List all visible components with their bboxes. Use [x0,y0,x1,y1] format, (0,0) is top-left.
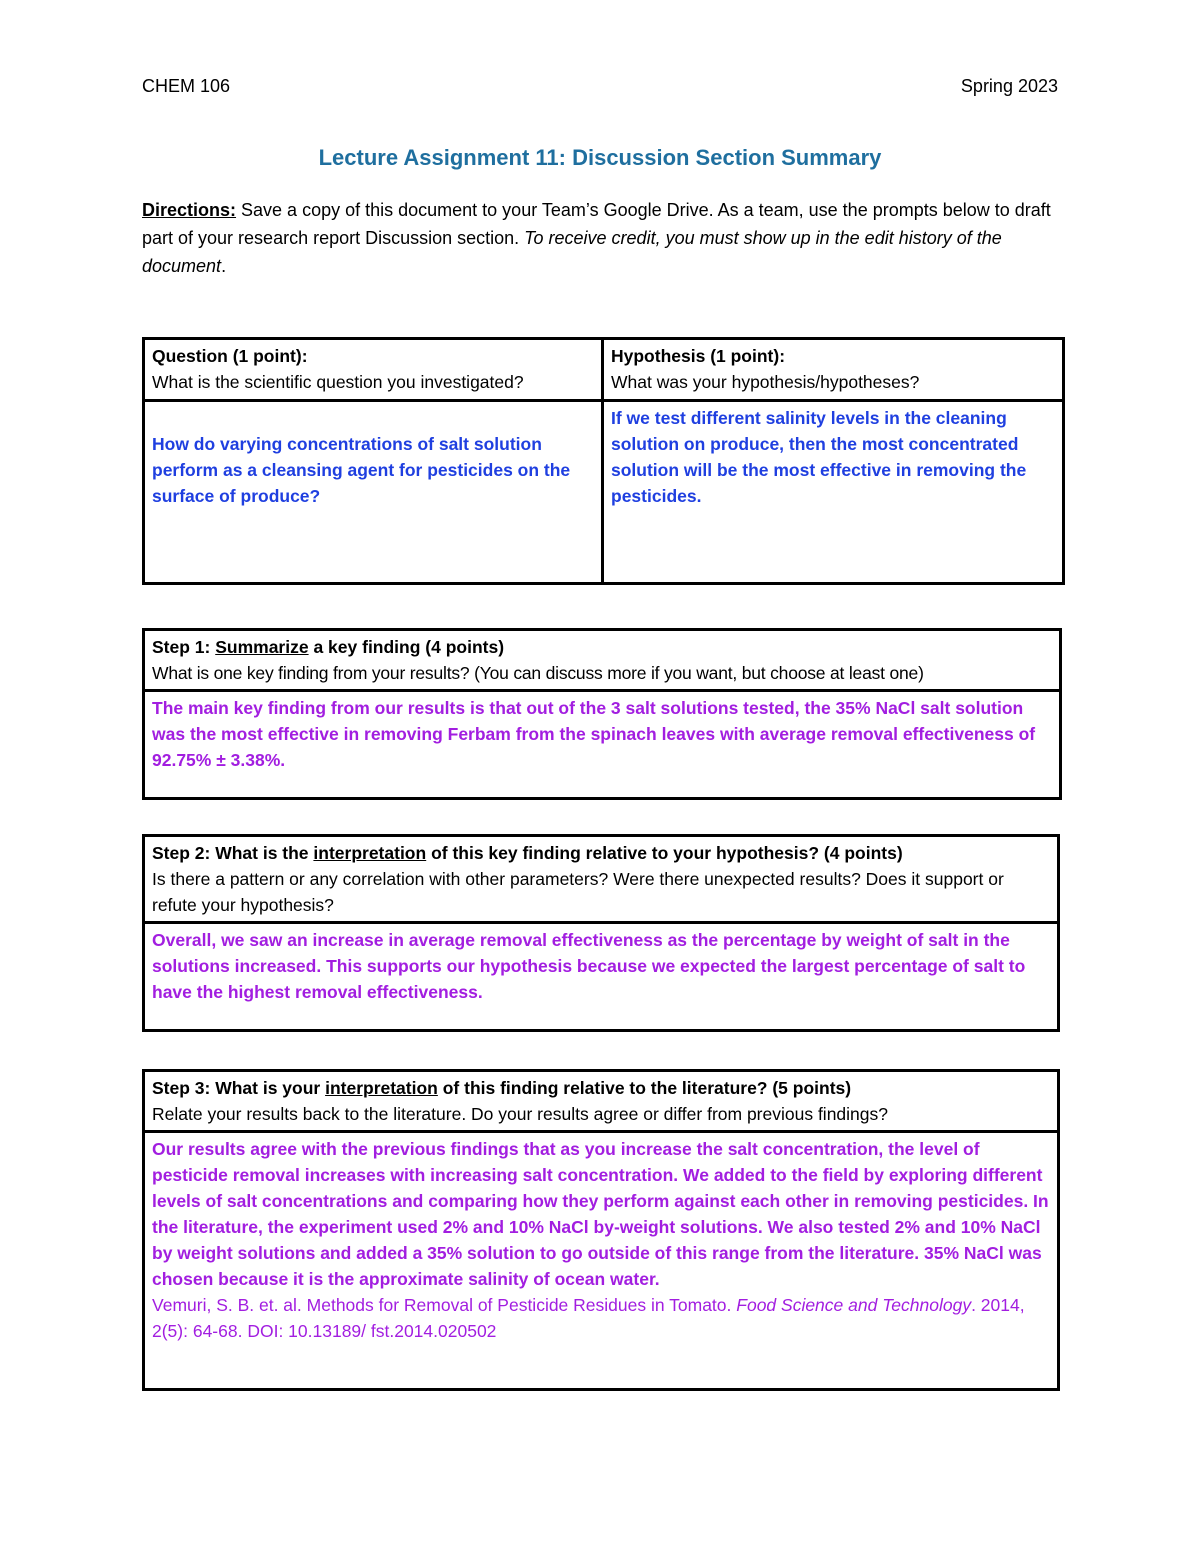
step2-answer-cell[interactable] [144,923,1059,1031]
step2-answer-row [144,923,1059,1031]
question-answer: How do varying concentrations of salt solution perform as a cleansing agent for pesticides on the surface of produce? [152,434,571,506]
step1-heading-keyword: Summarize [215,637,309,657]
question-heading: Question (1 point): [152,346,308,366]
step1-prompt-cell [144,630,1061,691]
step2-prompt: Is there a pattern or any correlation with other parameters? Were there unexpected results? Does it support or refute your hypothesis? [152,869,1004,915]
step1-heading [152,634,1052,660]
step2-prompt-row [144,836,1059,923]
step1-prompt: What is one key finding from your results? (You can discuss more if you want, but choose at least one) [152,663,924,683]
question-hypothesis-table [142,337,1065,585]
step2-heading-post: of this key finding relative to your hypothesis? (4 points) [426,843,903,863]
citation-authors-title: Vemuri, S. B. et. al. Methods for Removal of Pesticide Residues in Tomato. [152,1295,737,1315]
step3-heading-pre: Step 3: What is your [152,1078,326,1098]
course-label: CHEM 106 [142,76,231,96]
step2-table [142,834,1060,1032]
step3-answer: Our results agree with the previous findings that as you increase the salt concentration, the level of pesticide removal increases with increasing salt concentration. We added to the field by exploring different levels of salt concentrations and comparing how they perform against each other in removing pesticides. In the literature, the experiment used 2% and 10% NaCl by-weight solutions. We also tested 2% and 10% NaCl by weight solutions and added a 35% solution to go outside of this range from the literature. 35% NaCl was chosen because it is the approximate salinity of ocean water. [152,1139,1049,1289]
hypothesis-header-cell [603,339,1064,401]
step3-prompt-cell [144,1071,1059,1132]
step1-answer: The main key finding from our results is that out of the 3 salt solutions tested, the 35% NaCl salt solution was the most effective in removing Ferbam from the spinach leaves with average removal effectiveness of 92.75% ± 3.38%. [152,698,1036,770]
step3-table [142,1069,1060,1391]
directions-label: Directions: [142,200,237,220]
hypothesis-heading: Hypothesis (1 point): [611,346,786,366]
step3-answer-row [144,1132,1059,1390]
hypothesis-answer-cell[interactable] [603,401,1064,584]
step3-prompt-row [144,1071,1059,1132]
page-title: Lecture Assignment 11: Discussion Section Summary [318,145,882,170]
step1-heading-pre: Step 1: [152,637,216,657]
step2-answer: Overall, we saw an increase in average removal effectiveness as the percentage by weight of salt in the solutions increased. This supports our hypothesis because we expected the largest percentage of salt to have the highest removal effectiveness. [152,930,1026,1002]
step1-table [142,628,1062,800]
directions-italic: To receive credit, you must show up in the edit history of the document [142,228,1002,276]
step2-heading [152,840,1050,866]
table-header-row [144,339,1064,401]
step2-heading-pre: Step 2: What is the [152,843,314,863]
step3-prompt: Relate your results back to the literature. Do your results agree or differ from previous findings? [152,1104,888,1124]
directions-text: Save a copy of this document to your Team’s Google Drive. As a team, use the prompts below to draft part of your research report Discussion section. [142,200,1051,248]
step3-heading-keyword: interpretation [325,1078,438,1098]
step1-heading-post: a key finding (4 points) [308,637,505,657]
step3-heading-post: of this finding relative to the literature? (5 points) [437,1078,852,1098]
directions-end: . [221,256,227,276]
step3-heading [152,1075,1050,1101]
term-label: Spring 2023 [960,76,1058,96]
table-answer-row [144,401,1064,584]
step1-answer-row [144,691,1061,799]
citation-journal: Food Science and Technology [736,1295,972,1315]
question-header-cell [144,339,603,401]
step3-citation [152,1292,1050,1344]
step1-prompt-row [144,630,1061,691]
step2-prompt-cell [144,836,1059,923]
step3-answer-cell[interactable] [144,1132,1059,1390]
step2-heading-keyword: interpretation [313,843,427,863]
hypothesis-prompt: What was your hypothesis/hypotheses? [611,372,920,392]
question-answer-cell[interactable] [144,401,603,584]
step1-answer-cell[interactable] [144,691,1061,799]
hypothesis-answer: If we test different salinity levels in the cleaning solution on produce, then the most concentrated solution will be the most effective in removing the pesticides. [611,408,1027,506]
question-prompt: What is the scientific question you investigated? [152,372,524,392]
citation-details: . 2014, 2(5): 64-68. DOI: 10.13189/ fst.2014.020502 [152,1295,1025,1341]
directions-paragraph [142,196,1062,280]
